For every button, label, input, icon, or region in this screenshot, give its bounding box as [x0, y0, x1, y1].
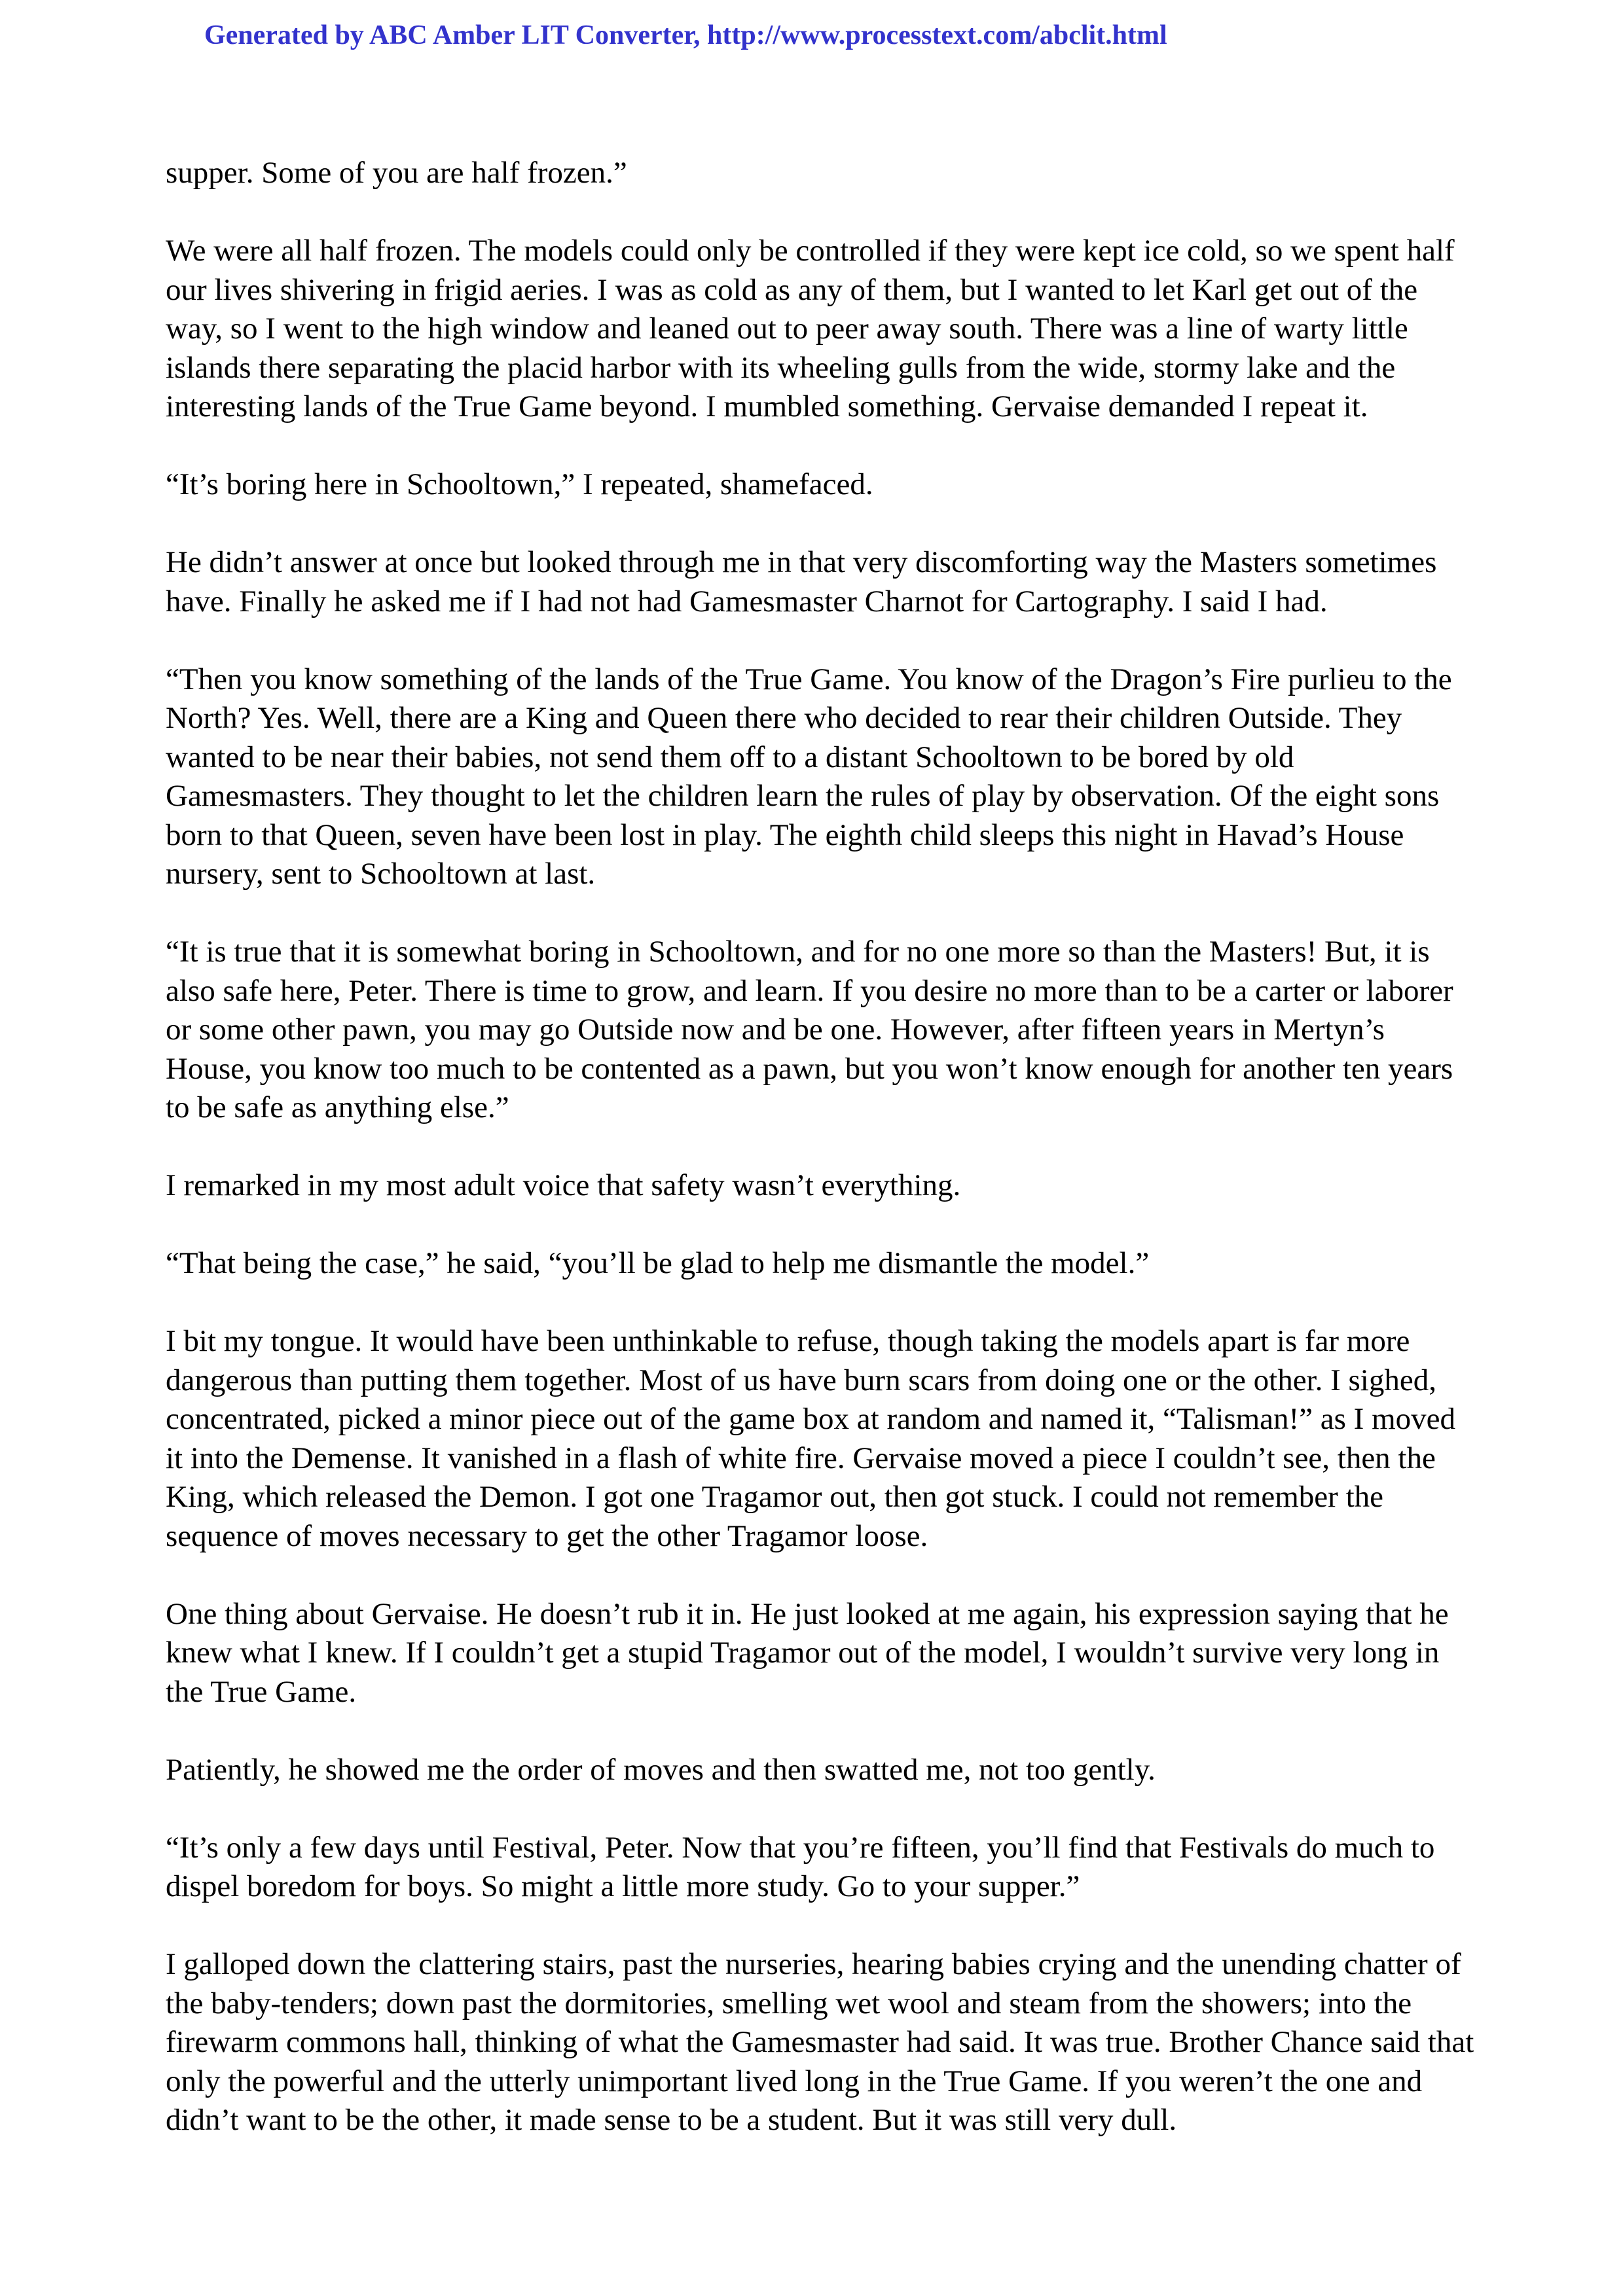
paragraph: “It is true that it is somewhat boring in Schooltown, and for no one more so than the Masters! But, it is also safe here, Peter. There is time to grow, and learn. If you desire no more than to be a carter or laborer or some other pawn, you may go Outside now and be one. However, after fifteen years in Mertyn’s House, you know too much to be contented as a pawn, but you won’t know enough for another ten years to be safe as anything else.” [166, 935, 1453, 1124]
paragraph: “It’s only a few days until Festival, Peter. Now that you’re fifteen, you’ll find that Festivals do much to dispel boredom for boys. So might a little more study. Go to your supper.” [166, 1830, 1435, 1903]
paragraph: One thing about Gervaise. He doesn’t rub it in. He just looked at me again, his expression saying that he knew what I knew. If I couldn’t get a stupid Tragamor out of the model, I wouldn’t survive very long in the True Game. [166, 1596, 1449, 1709]
paragraph: “Then you know something of the lands of the True Game. You know of the Dragon’s Fire purlieu to the North? Yes. Well, there are a King and Queen there who decided to rear their children Outside. They wanted to be near their babies, not send them off to a distant Schooltown to be bored by old Gamesmasters. They thought to let the children learn the rules of play by observation. Of the eight sons born to that Queen, seven have been lost in play. The eighth child sleeps this night in Havad’s House nursery, sent to Schooltown at last. [166, 662, 1452, 891]
story-text [166, 154, 1475, 2179]
paragraph: Patiently, he showed me the order of moves and then swatted me, not too gently. [166, 1752, 1156, 1787]
converter-header: Generated by ABC Amber LIT Converter, http://www.processtext.com/abclit.html [204, 20, 1167, 50]
paragraph: He didn’t answer at once but looked through me in that very discomforting way the Masters sometimes have. Finally he asked me if I had not had Gamesmaster Charnot for Cartography. I said I had. [166, 545, 1437, 619]
paragraph: “It’s boring here in Schooltown,” I repeated, shamefaced. [166, 467, 873, 501]
paragraph: I galloped down the clattering stairs, past the nurseries, hearing babies crying and the unending chatter of the baby-tenders; down past the dormitories, smelling wet wool and steam from the showers; into the firewarm commons hall, thinking of what the Gamesmaster had said. It was true. Brother Chance said that only the powerful and the utterly unimportant lived long in the True Game. If you weren’t the one and didn’t want to be the other, it made sense to be a student. But it was still very dull. [166, 1947, 1474, 2137]
paragraph: I remarked in my most adult voice that safety wasn’t everything. [166, 1168, 961, 1202]
paragraph: “That being the case,” he said, “you’ll be glad to help me dismantle the model.” [166, 1246, 1150, 1280]
paragraph: I bit my tongue. It would have been unthinkable to refuse, though taking the models apart is far more dangerous than putting them together. Most of us have burn scars from doing one or the other. I sighed, concentrated, picked a minor piece out of the game box at random and named it, “Talisman!” as I moved it into the Demense. It vanished in a flash of white fire. Gervaise moved a piece I couldn’t see, then the King, which released the Demon. I got one Tragamor out, then got stuck. I could not remember the sequence of moves necessary to get the other Tragamor loose. [166, 1324, 1455, 1553]
paragraph: We were all half frozen. The models could only be controlled if they were kept ice cold, so we spent half our lives shivering in frigid aeries. I was as cold as any of them, but I wanted to let Karl get out of the way, so I went to the high window and leaned out to peer away south. There was a line of warty little islands there separating the placid harbor with its wheeling gulls from the wide, stormy lake and the interesting lands of the True Game beyond. I mumbled something. Gervaise demanded I repeat it. [166, 234, 1455, 423]
paragraph: supper. Some of you are half frozen.” [166, 156, 627, 190]
